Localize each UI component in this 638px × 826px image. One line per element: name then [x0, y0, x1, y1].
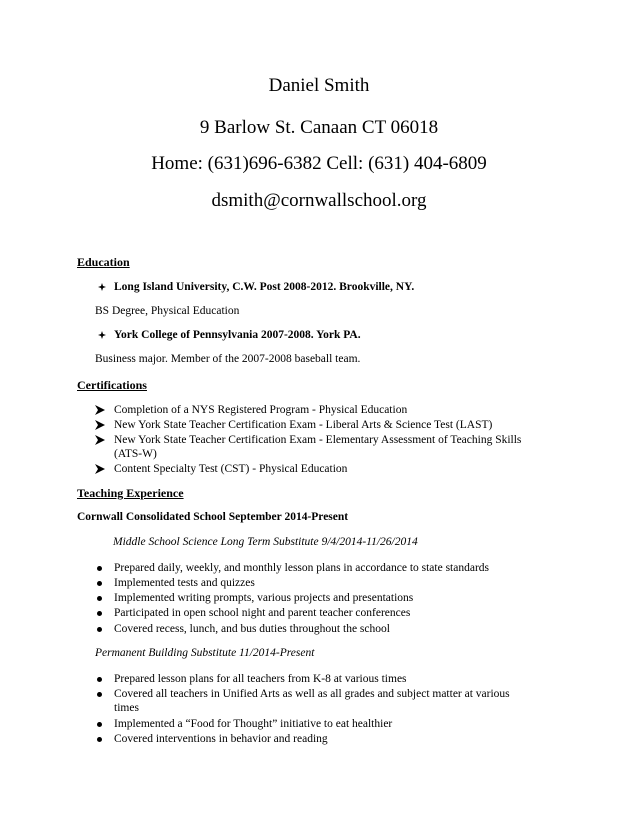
- teaching-experience-heading: Teaching Experience: [77, 486, 184, 500]
- duty-item: Implemented tests and quizzes: [114, 577, 255, 589]
- bullet-dot-icon: [97, 677, 102, 682]
- certification-item: Content Specialty Test (CST) - Physical Education: [114, 463, 348, 475]
- role-title: Middle School Science Long Term Substitute 9/4/2014-11/26/2014: [113, 536, 418, 548]
- education-entry-title: Long Island University, C.W. Post 2008-2012. Brookville, NY.: [114, 281, 415, 293]
- duty-item: Prepared lesson plans for all teachers from K-8 at various times: [114, 673, 407, 685]
- bullet-dot-icon: [97, 627, 102, 632]
- certification-item: Completion of a NYS Registered Program - Physical Education: [114, 404, 408, 416]
- bullet-dot-icon: [97, 737, 102, 742]
- bullet-dot-icon: [97, 581, 102, 586]
- education-entry-title: York College of Pennsylvania 2007-2008. York PA.: [114, 329, 361, 341]
- duty-item: Covered recess, lunch, and bus duties throughout the school: [114, 623, 390, 635]
- arrow-bullet-icon: [95, 435, 105, 445]
- role-title: Permanent Building Substitute 11/2014-Present: [95, 647, 315, 659]
- certification-item-continued: (ATS-W): [114, 448, 157, 460]
- duty-item: Covered interventions in behavior and reading: [114, 733, 328, 745]
- bullet-dot-icon: [97, 566, 102, 571]
- education-entry-detail: Business major. Member of the 2007-2008 baseball team.: [95, 353, 361, 365]
- education-entry-detail: BS Degree, Physical Education: [95, 305, 240, 317]
- bullet-dot-icon: [97, 722, 102, 727]
- certifications-heading: Certifications: [77, 378, 147, 392]
- applicant-name: Daniel Smith: [268, 75, 370, 96]
- certification-item: New York State Teacher Certification Exam - Elementary Assessment of Teaching Skills: [114, 434, 522, 446]
- duty-item: Implemented a “Food for Thought” initiative to eat healthier: [114, 718, 393, 730]
- duty-item: Covered all teachers in Unified Arts as well as all grades and subject matter at various: [114, 688, 510, 700]
- diamond-bullet-icon: [98, 331, 106, 339]
- phone-line: Home: (631)696-6382 Cell: (631) 404-6809: [151, 153, 487, 174]
- bullet-dot-icon: [97, 596, 102, 601]
- bullet-dot-icon: [97, 692, 102, 697]
- certification-item: New York State Teacher Certification Exam - Liberal Arts & Science Test (LAST): [114, 419, 493, 431]
- duty-item-continued: times: [114, 702, 139, 714]
- arrow-bullet-icon: [95, 405, 105, 415]
- duty-item: Prepared daily, weekly, and monthly lesson plans in accordance to state standards: [114, 562, 490, 574]
- duty-item: Participated in open school night and parent teacher conferences: [114, 607, 411, 619]
- employer-line: Cornwall Consolidated School September 2014-Present: [77, 511, 349, 523]
- education-heading: Education: [77, 255, 130, 269]
- email-line: dsmith@cornwallschool.org: [211, 190, 427, 211]
- diamond-bullet-icon: [98, 283, 106, 291]
- bullet-dot-icon: [97, 611, 102, 616]
- arrow-bullet-icon: [95, 420, 105, 430]
- address-line: 9 Barlow St. Canaan CT 06018: [199, 117, 439, 138]
- duty-item: Implemented writing prompts, various projects and presentations: [114, 592, 414, 604]
- arrow-bullet-icon: [95, 464, 105, 474]
